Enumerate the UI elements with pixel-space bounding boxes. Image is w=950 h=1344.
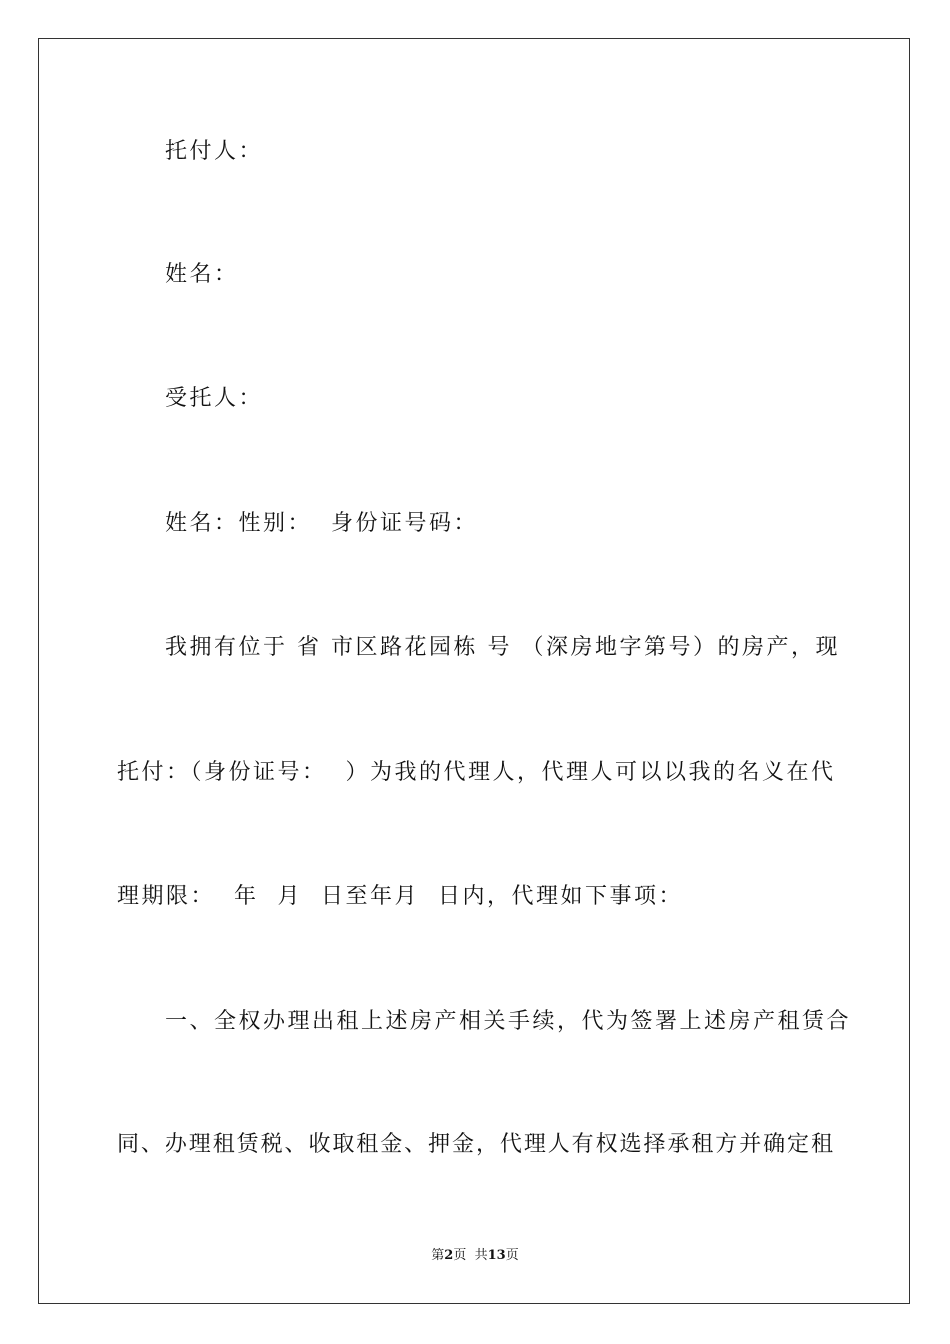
footer-prefix: 第 [431,1248,445,1263]
text-line-item-one: 一、全权办理出租上述房产相关手续，代为签署上述房产租赁合 [165,1009,852,1034]
footer-total-pages: 13 [487,1248,506,1263]
text-line-agent: 托付：（身份证号： ）为我的代理人，代理人可以以我的名义在代 [117,760,833,785]
text-line-item-one-cont: 同、办理租赁税、收取租金、押金，代理人有权选择承租方并确定租 [117,1132,833,1157]
footer-suffix: 页 [505,1248,519,1263]
text-line-entrustor-name: 姓名： [165,262,239,287]
text-line-entrustor: 托付人： [165,139,264,164]
text-line-period: 理期限： 年 月 日至年月 日内，代理如下事项： [117,884,683,909]
text-line-trustee: 受托人： [165,386,264,411]
footer-mid: 页 共 [453,1248,488,1263]
text-line-trustee-info: 姓名：性别： 身份证号码： [165,511,478,536]
text-line-property: 我拥有位于 省 市区路花园栋 号 （深房地字第号）的房产，现 [165,635,840,660]
footer-current-page: 2 [444,1248,454,1263]
page-border [38,38,910,1304]
page-footer [0,1248,950,1264]
